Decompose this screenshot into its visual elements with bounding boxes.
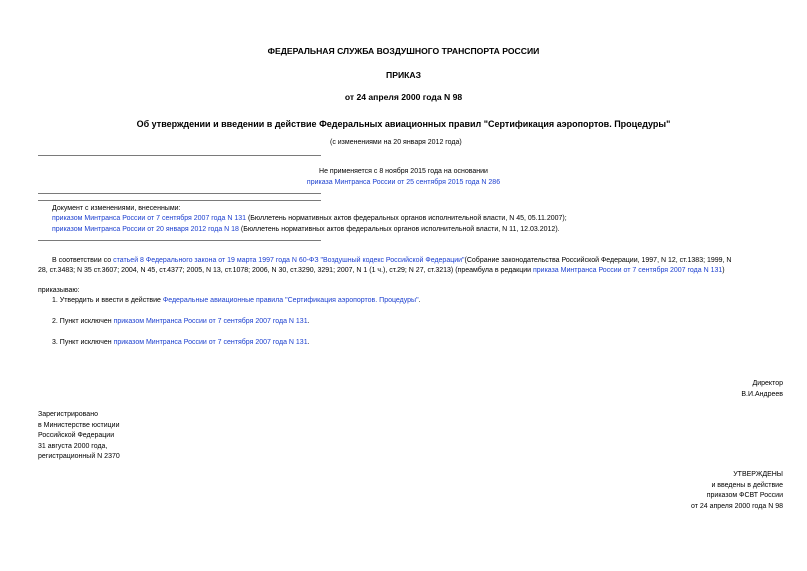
status-text: Не применяется с 8 ноября 2015 года на основании xyxy=(319,168,488,175)
change-item xyxy=(52,215,567,222)
point-3 xyxy=(52,339,310,346)
status-block xyxy=(0,179,807,186)
point-text: 1. Утвердить и ввести в действие xyxy=(52,297,163,304)
point-text: . xyxy=(418,297,421,304)
signer-position: Директор xyxy=(752,380,783,387)
document-type: ПРИКАЗ xyxy=(386,70,421,80)
order-word: приказываю: xyxy=(38,287,80,294)
point-2 xyxy=(52,318,310,325)
exclusion-link[interactable]: приказом Минтранса России от 7 сентября 2007 года N 131 xyxy=(113,318,308,325)
registration-line: Зарегистрировано xyxy=(38,411,98,418)
point-text: . xyxy=(307,339,310,346)
divider xyxy=(38,193,321,194)
preamble-text: 28, ст.3483; N 35 ст.3607; 2004, N 45, ст.4377; 2005, N 13, ст.1078; 2006, N 30, ст.3290, 3291; 2007, N 1 (1 ч.), ст.29; N 27, ст.3213) (преамбула в редакции xyxy=(38,267,533,274)
approval-line: УТВЕРЖДЕНЫ xyxy=(733,471,783,478)
registration-line: в Министерстве юстиции xyxy=(38,421,120,429)
registration-line: Российской Федерации xyxy=(38,432,115,439)
exclusion-link[interactable]: приказом Минтранса России от 7 сентября 2007 года N 131 xyxy=(113,339,308,346)
change-details: (Бюллетень нормативных актов федеральных органов исполнительной власти, N 45, 05.11.2007); xyxy=(246,215,567,222)
registration-block xyxy=(38,410,120,463)
point-text: 3. Пункт исключен xyxy=(52,339,114,346)
approval-line: от 24 апреля 2000 года N 98 xyxy=(690,502,783,510)
document-date-number: от 24 апреля 2000 года N 98 xyxy=(344,92,463,102)
air-code-link[interactable]: статьей 8 Федерального закона от 19 марта 1997 года N 60-ФЗ "Воздушный кодекс Российской Федерации" xyxy=(113,257,465,264)
approval-line: приказом ФСВТ России xyxy=(706,492,783,499)
change-details: (Бюллетень нормативных актов федеральных органов исполнительной власти, N 11, 12.03.2012). xyxy=(238,226,560,233)
approval-block xyxy=(691,470,783,512)
preamble-text: (Собрание законодательства Российской Федерации, 1997, N 12, ст.1383; 1999, N xyxy=(464,257,732,264)
approval-line: и введены в действие xyxy=(711,481,783,489)
status-link[interactable]: приказа Минтранса России от 25 сентября 2015 года N 286 xyxy=(306,179,501,186)
change-link[interactable]: приказом Минтранса России от 20 января 2012 года N 18 xyxy=(52,226,239,233)
point-text: 2. Пункт исключен xyxy=(52,318,114,325)
point-text: . xyxy=(307,318,310,325)
signer-name: В.И.Андреев xyxy=(741,391,783,398)
change-item xyxy=(52,226,560,233)
registration-line: регистрационный N 2370 xyxy=(38,453,120,460)
rules-link[interactable]: Федеральные авиационные правила "Сертификация аэропортов. Процедуры" xyxy=(162,297,419,304)
registration-line: 31 августа 2000 года, xyxy=(38,442,108,450)
changes-intro: Документ с изменениями, внесенными: xyxy=(52,205,181,212)
divider xyxy=(38,200,321,201)
divider xyxy=(38,155,321,156)
amendments-note: (с изменениями на 20 января 2012 года) xyxy=(330,139,462,146)
agency-name: ФЕДЕРАЛЬНАЯ СЛУЖБА ВОЗДУШНОГО ТРАНСПОРТА РОССИИ xyxy=(267,46,540,56)
divider xyxy=(38,240,321,241)
preamble-line-2 xyxy=(38,267,725,274)
preamble-text: ) xyxy=(722,267,725,274)
change-link[interactable]: приказом Минтранса России от 7 сентября 2007 года N 131 xyxy=(52,215,247,222)
preamble-edit-link[interactable]: приказа Минтранса России от 7 сентября 2007 года N 131 xyxy=(532,267,723,274)
point-1 xyxy=(52,297,421,304)
preamble-line-1 xyxy=(52,257,732,264)
document-title: Об утверждении и введении в действие Федеральных авиационных правил "Сертификация аэропортов. Процедуры" xyxy=(136,119,671,129)
preamble-text: В соответствии со xyxy=(52,257,114,264)
